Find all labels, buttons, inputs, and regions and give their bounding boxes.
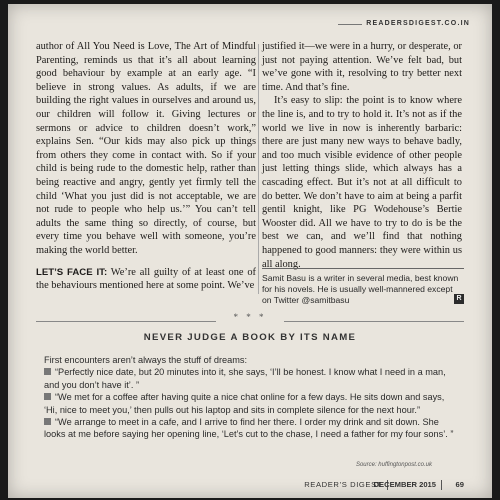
site-url: READERSDIGEST.CO.IN <box>366 20 470 27</box>
box-item-2-text: “We met for a coffee after having quite a nice chat online for a few days. He sits down and says, ‘Hi, nice to meet you,’ then pulls out his laptop and sits in complete silence for the next hour.” <box>44 392 445 415</box>
anecdote-box <box>44 354 456 441</box>
bullet-icon <box>44 418 51 425</box>
left-paragraph-2-text: We’re all guilty of at least one of the behaviours mentioned here at some point. We’ve <box>36 266 256 292</box>
magazine-page <box>8 4 492 498</box>
page-footer <box>36 480 464 494</box>
footer-brand: READER’S DIGEST <box>304 480 382 489</box>
box-item-3-text: “We arrange to meet in a cafe, and I arrive to find her there. I order my drink and sit down. She looks at me before saying her opening line, ‘Let’s cut to the chase, I need a father for my four sons’. ” <box>44 417 454 440</box>
box-item-1-text: “Perfectly nice date, but 20 minutes into it, she says, ‘I’ll be honest. I know what I need in a man, and you don’t have it’. ” <box>44 367 446 390</box>
author-bio: Samit Basu is a writer in several media, best known for his novels. He is usually well-mannered except on Twitter @samitbasu <box>262 268 464 306</box>
header-rule <box>338 24 362 25</box>
separator-stars: * * * <box>233 312 267 322</box>
separator-line-right <box>284 321 464 322</box>
footer-divider <box>441 480 442 490</box>
footer-date: DECEMBER 2015 <box>373 480 436 489</box>
box-item-3 <box>44 416 456 441</box>
box-item-2 <box>44 391 456 416</box>
column-divider <box>258 44 259 294</box>
page-number: 69 <box>455 480 464 489</box>
bullet-icon <box>44 368 51 375</box>
rd-end-mark: R <box>454 294 464 304</box>
left-column <box>36 40 256 293</box>
right-column <box>262 40 462 271</box>
section-separator <box>36 314 464 328</box>
lead-in: LET’S FACE IT: <box>36 266 108 278</box>
box-title: NEVER JUDGE A BOOK BY ITS NAME <box>143 332 357 343</box>
left-paragraph-1: author of All You Need is Love, The Art of Mindful Parenting, reminds us that it’s all about learning good behaviour by example at an early age. “I believe in strong values. As adults, if we are building the right values in ourselves and around us, our children will follow it. Giving lectures or sermons or advice to children doesn’t work,” explains Sen. “Our kids may also pick up things from others they come in contact with. So if your child is being rude to the domestic help, rather than being reactive and angry, gently yet firmly tell the child ‘What you just did is not acceptable, we are not rude to people who help us.’” You can’t tell adults the same thing so directly, of course, but every time you behave well with someone, you’re making the world better. <box>36 41 256 256</box>
bullet-icon <box>44 393 51 400</box>
box-intro: First encounters aren’t always the stuff of dreams: <box>44 355 248 365</box>
box-item-1 <box>44 366 456 391</box>
separator-line-left <box>36 321 216 322</box>
right-paragraph-1: justified it—we were in a hurry, or desperate, or just not paying attention. We’ve felt bad, but we’ve gone with it, resolving to try better next time. And that’s fine. <box>262 41 462 93</box>
left-paragraph-2 <box>36 266 256 293</box>
right-paragraph-2: It’s easy to slip: the point is to know where the line is, and to try to hold it. It’s not as if the world we live in now is inherently barbaric: there are just many new ways to behave badly, and too much visible evidence of other people just letting things slide, which always has a cascading effect. But it’s not at all difficult to do better. We don’t have to aim at being a parfit gentil knight, like PG Wodehouse’s Bertie Wooster did. All we have to try to do is be the best we can, and we’ll find that nothing happened to good manners: they were within us all along. <box>262 95 462 270</box>
source-credit: Source: huffingtonpost.co.uk <box>355 462 432 468</box>
